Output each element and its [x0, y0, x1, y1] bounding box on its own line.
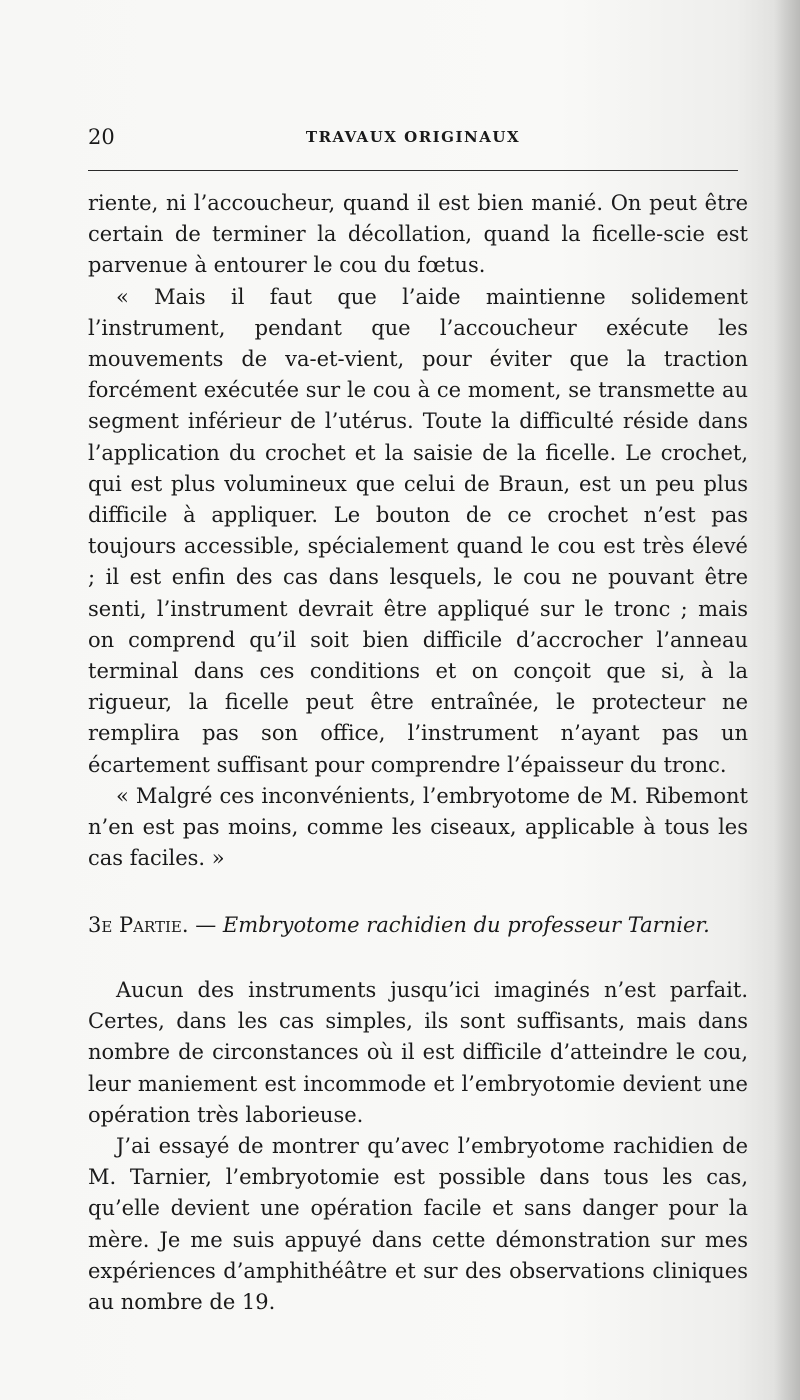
body-text-bottom: [88, 975, 748, 1318]
paragraph-instruments: Aucun des instruments jusqu’ici imaginés n’est parfait. Certes, dans les cas simples, ils sont suffisants, mais dans nombre de circonstances où il est difficile d’atteindre le cou, leur maniement est incommode et l’embryotomie devient une opération très laborieuse.: [88, 978, 748, 1127]
paragraph-tarnier: J’ai essayé de montrer qu’avec l’embryotome rachidien de M. Tarnier, l’embryotomie est possible dans tous les cas, qu’elle devient une opération facile et sans danger pour la mère. Je me suis appuyé dans cette démonstration sur mes expériences d’amphithéâtre et sur des observations cliniques au nombre de 19.: [88, 1134, 748, 1315]
page-number: 20: [88, 125, 115, 149]
paragraph-continuation: riente, ni l’accoucheur, quand il est bien manié. On peut être certain de terminer la décollation, quand la ficelle-scie est parvenue à entourer le cou du fœtus.: [88, 191, 748, 278]
part-title: Embryotome rachidien du professeur Tarnier.: [222, 913, 710, 937]
paragraph-quote-end: « Malgré ces inconvénients, l’embryotome de M. Ribemont n’en est pas moins, comme les ciseaux, applicable à tous les cas faciles. »: [88, 783, 748, 871]
body-text-top: [88, 188, 748, 874]
page-header: [88, 125, 738, 157]
paragraph-quote: « Mais il faut que l’aide maintienne solidement l’instrument, pendant que l’accoucheur exécute les mouvements de va-et-vient, pour éviter que la traction forcément exécutée sur le cou à ce moment, se transmette au segment inférieur de l’utérus. Toute la difficulté réside dans l’application du crochet et la saisie de la ficelle. Le crochet, qui est plus volumineux que celui de Braun, est un peu plus difficile à appliquer. Le bouton de ce crochet n’est pas toujours accessible, spécialement quand le cou est très élevé ; il est enfin des cas dans lesquels, le cou ne pouvant être senti, l’instrument devrait être appliqué sur le tronc ; mais on comprend qu’il soit bien difficile d’accrocher l’anneau terminal dans ces conditions et on conçoit que si, à la rigueur, la ficelle peut être entraînée, le protecteur ne remplira pas son office, l’instrument n’ayant pas un écartement suffisant pour comprendre l’épaisseur du tronc.: [88, 284, 748, 777]
part-heading: [88, 910, 758, 941]
part-label: 3e Partie.: [88, 913, 189, 937]
part-dash: —: [188, 913, 223, 937]
page-spine-shadow: [774, 0, 800, 1400]
header-rule: [88, 170, 738, 171]
running-title: TRAVAUX ORIGINAUX: [305, 128, 521, 146]
